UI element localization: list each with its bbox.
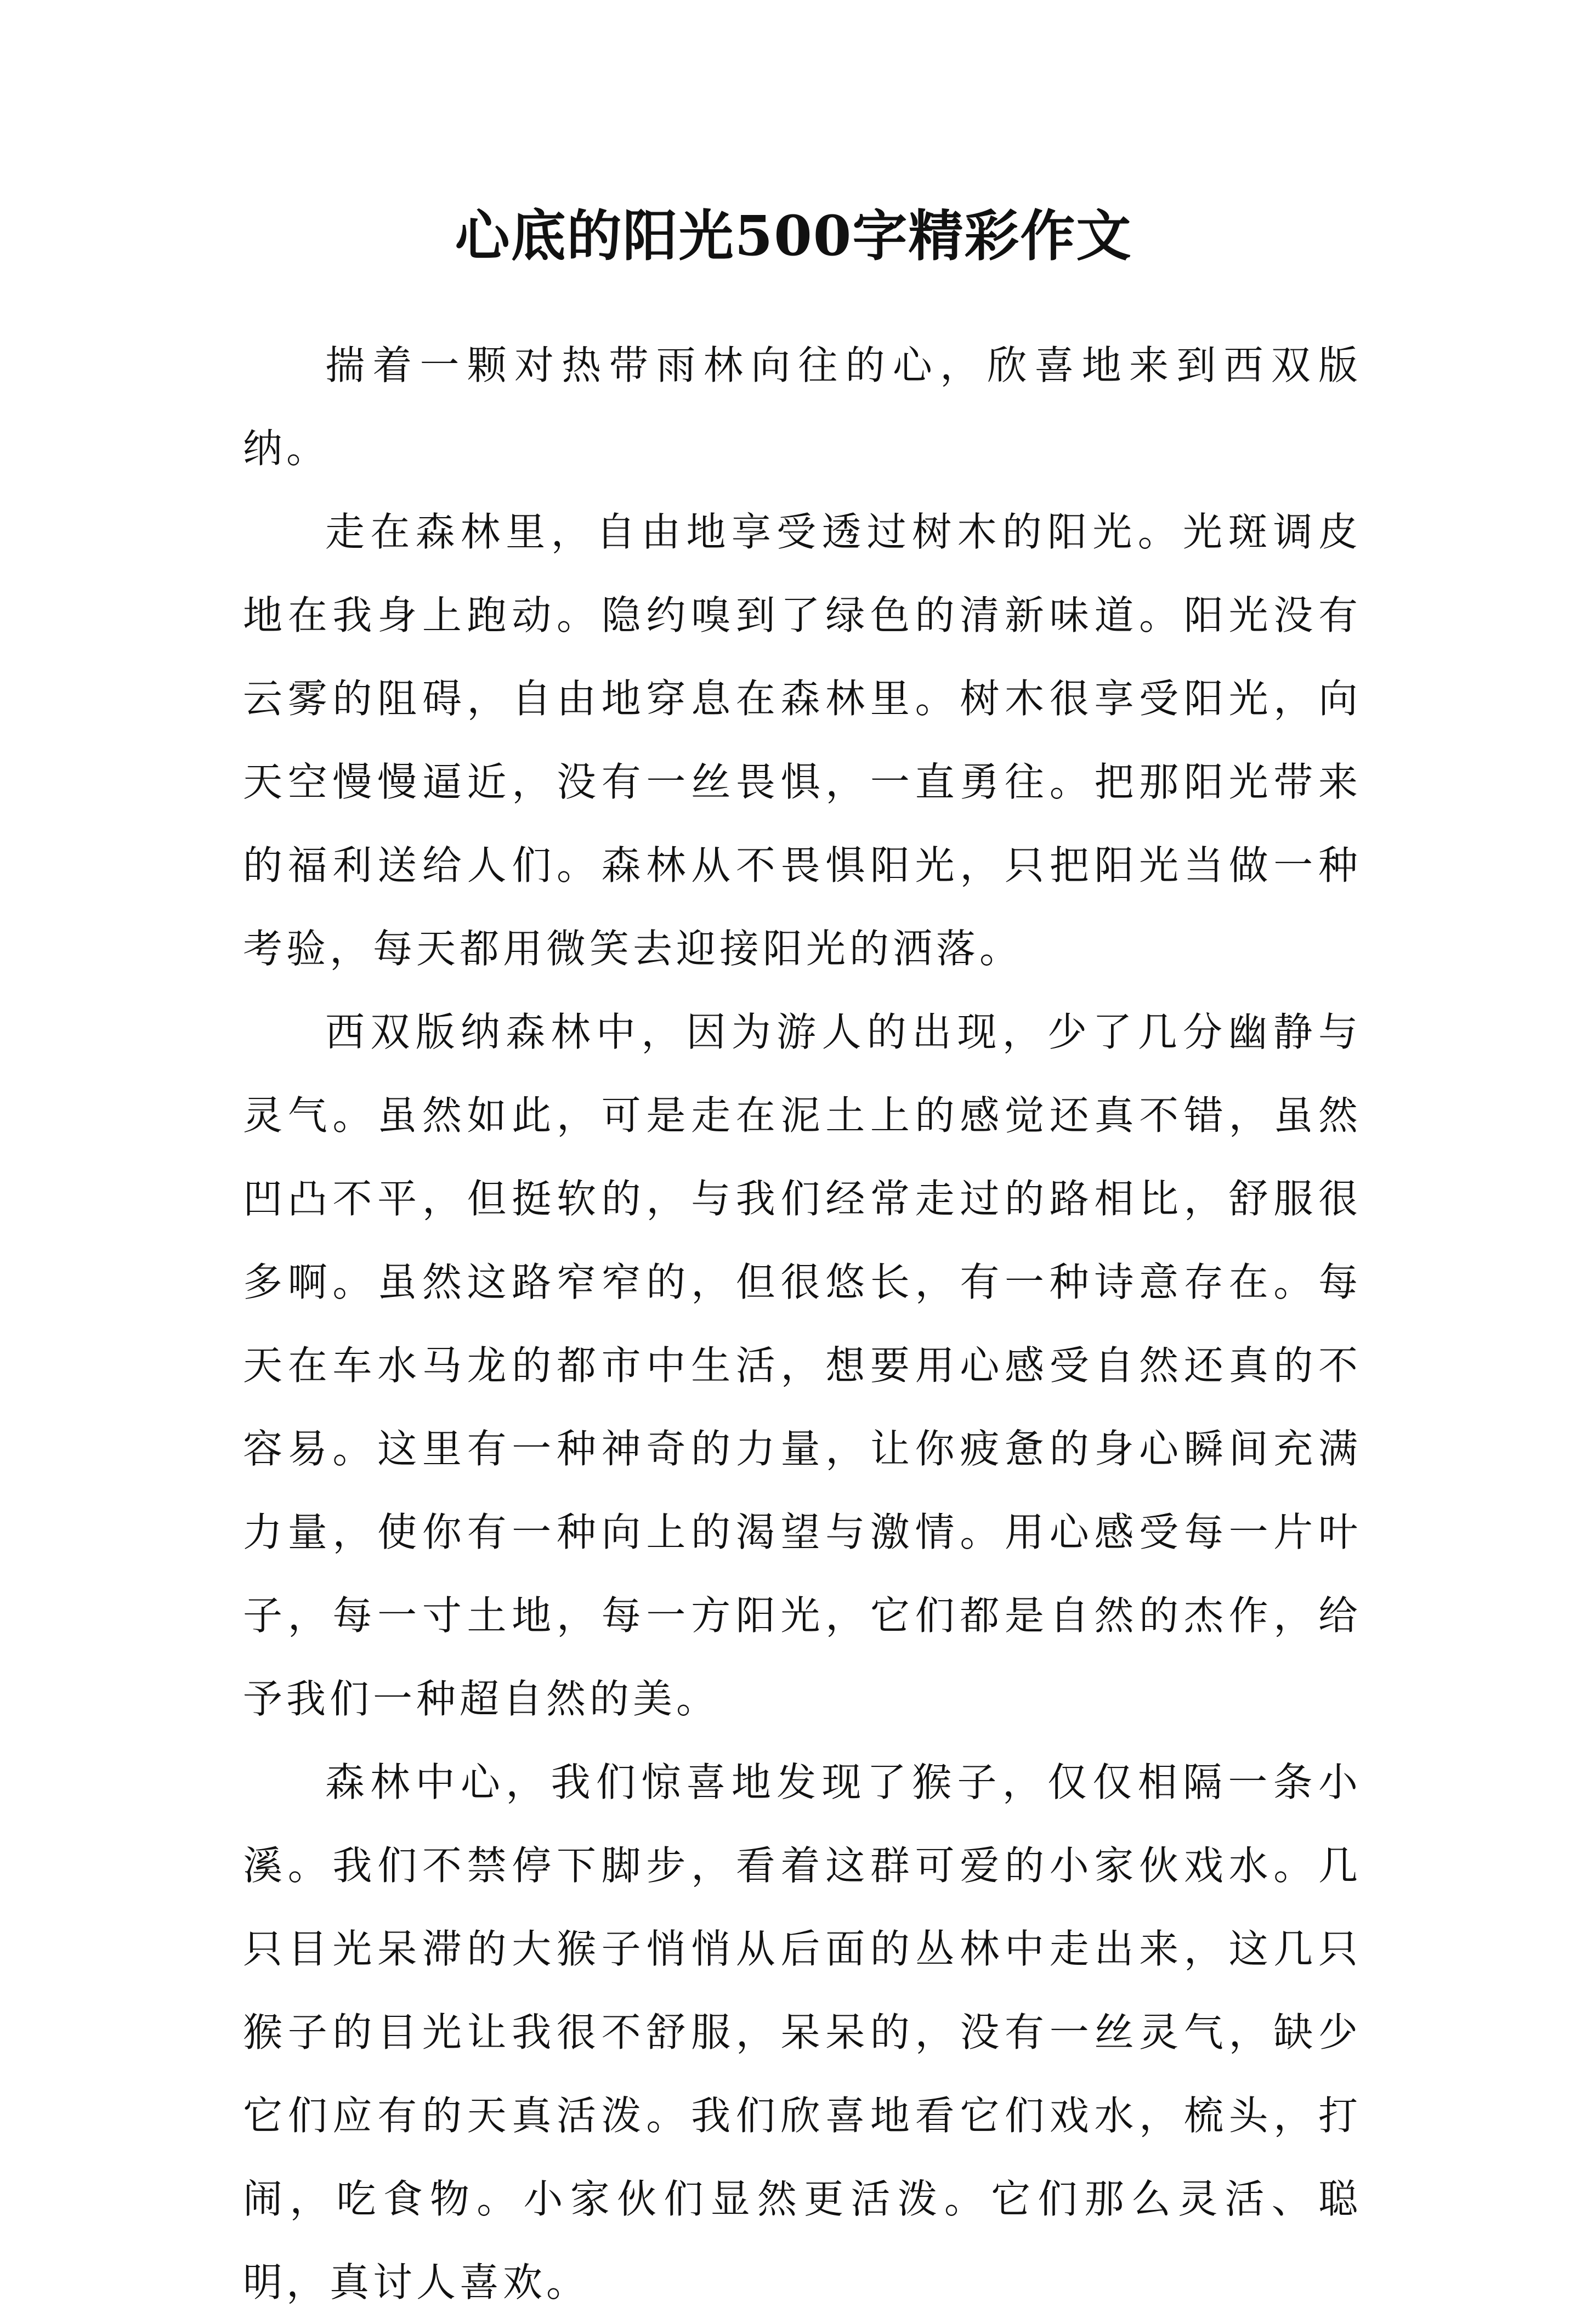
paragraph-2: 走在森林里，自由地享受透过树木的阳光。光斑调皮地在我身上跑动。隐约嗅到了绿色的清新味道。阳光没有云雾的阻碍，自由地穿息在森林里。树木很享受阳光，向天空慢慢逼近，没有一丝畏惧，一直勇往。把那阳光带来的福利送给人们。森林从不畏惧阳光，只把阳光当做一种考验，每天都用微笑去迎接阳光的洒落。 — [243, 509, 1362, 972]
paragraph-1: 揣着一颗对热带雨林向往的心，欣喜地来到西双版纳。 — [243, 342, 1362, 472]
document-body — [243, 324, 1362, 2324]
paragraph-3: 西双版纳森林中，因为游人的出现，少了几分幽静与灵气。虽然如此，可是走在泥土上的感觉还真不错，虽然凹凸不平，但挺软的，与我们经常走过的路相比，舒服很多啊。虽然这路窄窄的，但很悠长，有一种诗意存在。每天在车水马龙的都市中生活，想要用心感受自然还真的不容易。这里有一种神奇的力量，让你疲惫的身心瞬间充满力量，使你有一种向上的渴望与激情。用心感受每一片叶子，每一寸土地，每一方阳光，它们都是自然的杰作，给予我们一种超自然的美。 — [243, 1009, 1362, 1722]
paragraph-4: 森林中心，我们惊喜地发现了猴子，仅仅相隔一条小溪。我们不禁停下脚步，看着这群可爱的小家伙戏水。几只目光呆滞的大猴子悄悄从后面的丛林中走出来，这几只猴子的目光让我很不舒服，呆呆的，没有一丝灵气，缺少它们应有的天真活泼。我们欣喜地看它们戏水，梳头，打闹，吃食物。小家伙们显然更活泼。它们那么灵活、聪明，真讨人喜欢。 — [243, 1759, 1362, 2305]
document-title: 心底的阳光500字精彩作文 — [455, 203, 1132, 268]
